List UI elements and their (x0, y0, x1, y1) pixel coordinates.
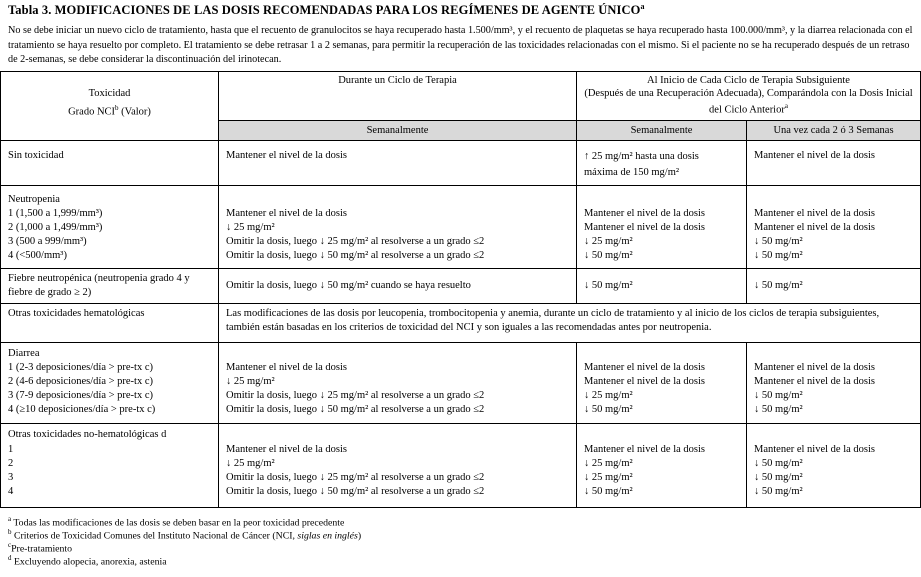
non-hematologic-during: Mantener el nivel de la dosis ↓ 25 mg/m² Omitir la dosis, luego ↓ 25 mg/m² al resolverse a un grado ≤2 Omitir la dosis, luego ↓ 50 mg/m² al resolverse a un grado ≤2 (226, 444, 485, 497)
febrile-during: Omitir la dosis, luego ↓ 50 mg/m² cuando se haya resuelto (226, 280, 471, 291)
footnote-c: $^c$Pre-tratamiento (8, 541, 73, 555)
rule-row2 (0, 268, 921, 269)
no-toxicity-during: Mantener el nivel de la dosis (226, 150, 348, 161)
diarrhea-during: Mantener el nivel de la dosis ↓ 25 mg/m² Omitir la dosis, luego ↓ 25 mg/m² al resolverse a un grado ≤2 Omitir la dosis, luego ↓ 50 mg/m² al resolverse a un grado ≤2 (226, 362, 485, 415)
neutropenia-once: Mantener el nivel de la dosis Mantener el nivel de la dosis ↓ 50 mg/m² ↓ 50 mg/m² (754, 208, 876, 261)
non-hematologic-once: Mantener el nivel de la dosis ↓ 50 mg/m² ↓ 50 mg/m² ↓ 50 mg/m² (754, 444, 876, 497)
header-toxicity: Toxicidad Grado NCI$^b$ (Valor) (68, 88, 151, 118)
rule-sub-header (219, 120, 921, 121)
rule-col3a (746, 120, 747, 304)
diarrhea-grades: 1 (2-3 deposiciones/día > pre-tx c) 2 (4-6 deposiciones/día > pre-tx c) 3 (7-9 deposiciones/día > pre-tx c) 4 (≥10 deposiciones/día > pre-tx c) (8, 362, 156, 415)
subheader-once: Una vez cada 2 ó 3 Semanas (773, 125, 894, 136)
row-label-neutropenia: Neutropenia (8, 194, 60, 205)
diarrhea-once: Mantener el nivel de la dosis Mantener el nivel de la dosis ↓ 50 mg/m² ↓ 50 mg/m² (754, 362, 876, 415)
no-toxicity-weekly: ↑ 25 mg/m² hasta una dosis máxima de 150 mg/m² (584, 151, 699, 178)
rule-col2b (576, 342, 577, 508)
rule-left (0, 71, 1, 508)
rule-header-bottom (0, 140, 921, 141)
rule-row1 (0, 185, 921, 186)
neutropenia-weekly: Mantener el nivel de la dosis Mantener el nivel de la dosis ↓ 25 mg/m² ↓ 50 mg/m² (584, 208, 706, 261)
non-hematologic-grades: 1 2 3 4 (8, 444, 14, 497)
intro-paragraph: No se debe iniciar un nuevo ciclo de tratamiento, hasta que el recuento de granulocitos se haya recuperado hasta 1.500/mm³, y el recuento de plaquetas se haya recuperado hasta 100.000/mm³, y la diarrea relacionada con el tratamiento se haya resuelto por completo. El tratamiento se debe retrasar 1 a 2 semanas, para permitir la recuperación de las toxicidades relacionadas con el mismo. Si el paciente no se ha recuperado después de un retraso de 2-semanas, se debe considerar la discontinuación del irinotecan. (8, 25, 913, 65)
hematologic-text: Las modificaciones de las dosis por leucopenia, trombocitopenia y anemia, durante un ciclo de tratamiento y al inicio de los ciclos de terapia subsiguientes, también están basadas en los criterios de toxicidad del NCI y son iguales a las recomendadas antes por neutropenia. (226, 308, 880, 333)
footnote-a: $^a$ Todas las modificaciones de las dosis se deben basar en la peor toxicidad precedente (8, 515, 345, 529)
diarrhea-weekly: Mantener el nivel de la dosis Mantener el nivel de la dosis ↓ 25 mg/m² ↓ 50 mg/m² (584, 362, 706, 415)
row-label-no-toxicity: Sin toxicidad (8, 150, 64, 161)
febrile-once: ↓ 50 mg/m² (754, 280, 803, 291)
header-subsequent: Al Inicio de Cada Ciclo de Terapia Subsiguiente (Después de una Recuperación Adecuada), Comparándola con la Dosis Inicial del Ciclo Anterior$^a$ (584, 75, 913, 116)
neutropenia-during: Mantener el nivel de la dosis ↓ 25 mg/m² Omitir la dosis, luego ↓ 25 mg/m² al resolverse a un grado ≤2 Omitir la dosis, luego ↓ 50 mg/m² al resolverse a un grado ≤2 (226, 208, 485, 261)
febrile-weekly: ↓ 50 mg/m² (584, 280, 633, 291)
footnote-d: $^d$ Excluyendo alopecia, anorexia, astenia (8, 554, 167, 568)
row-label-non-hematologic: Otras toxicidades no-hematológicas d (8, 429, 167, 440)
rule-row4 (0, 342, 921, 343)
rule-row5 (0, 423, 921, 424)
row-label-hematologic: Otras toxicidades hematológicas (8, 308, 145, 319)
row-label-diarrhea: Diarrea (8, 348, 40, 359)
header-during: Durante un Ciclo de Terapia (338, 75, 457, 86)
rule-col3b (746, 342, 747, 508)
footnote-b: $^b$ Criterios de Toxicidad Comunes del Instituto Nacional de Cáncer (NCI, siglas en inglés) (8, 528, 362, 542)
subheader-weekly-start: Semanalmente (630, 125, 693, 136)
no-toxicity-once: Mantener el nivel de la dosis (754, 150, 876, 161)
rule-row3 (0, 303, 921, 304)
neutropenia-grades: 1 (1,500 a 1,999/mm³) 2 (1,000 a 1,499/mm³) 3 (500 a 999/mm³) 4 (<500/mm³) (8, 208, 103, 261)
row-label-febrile-neutropenia: Fiebre neutropénica (neutropenia grado 4 y fiebre de grado ≥ 2) (8, 273, 190, 298)
table-title: Tabla 3. MODIFICACIONES DE LAS DOSIS RECOMENDADAS PARA LOS REGÍMENES DE AGENTE ÚNICO$^a$ (8, 2, 645, 18)
non-hematologic-weekly: Mantener el nivel de la dosis ↓ 25 mg/m² ↓ 25 mg/m² ↓ 50 mg/m² (584, 444, 706, 497)
rule-top (0, 71, 921, 72)
subheader-weekly-during: Semanalmente (366, 125, 429, 136)
rule-bottom (0, 507, 921, 508)
